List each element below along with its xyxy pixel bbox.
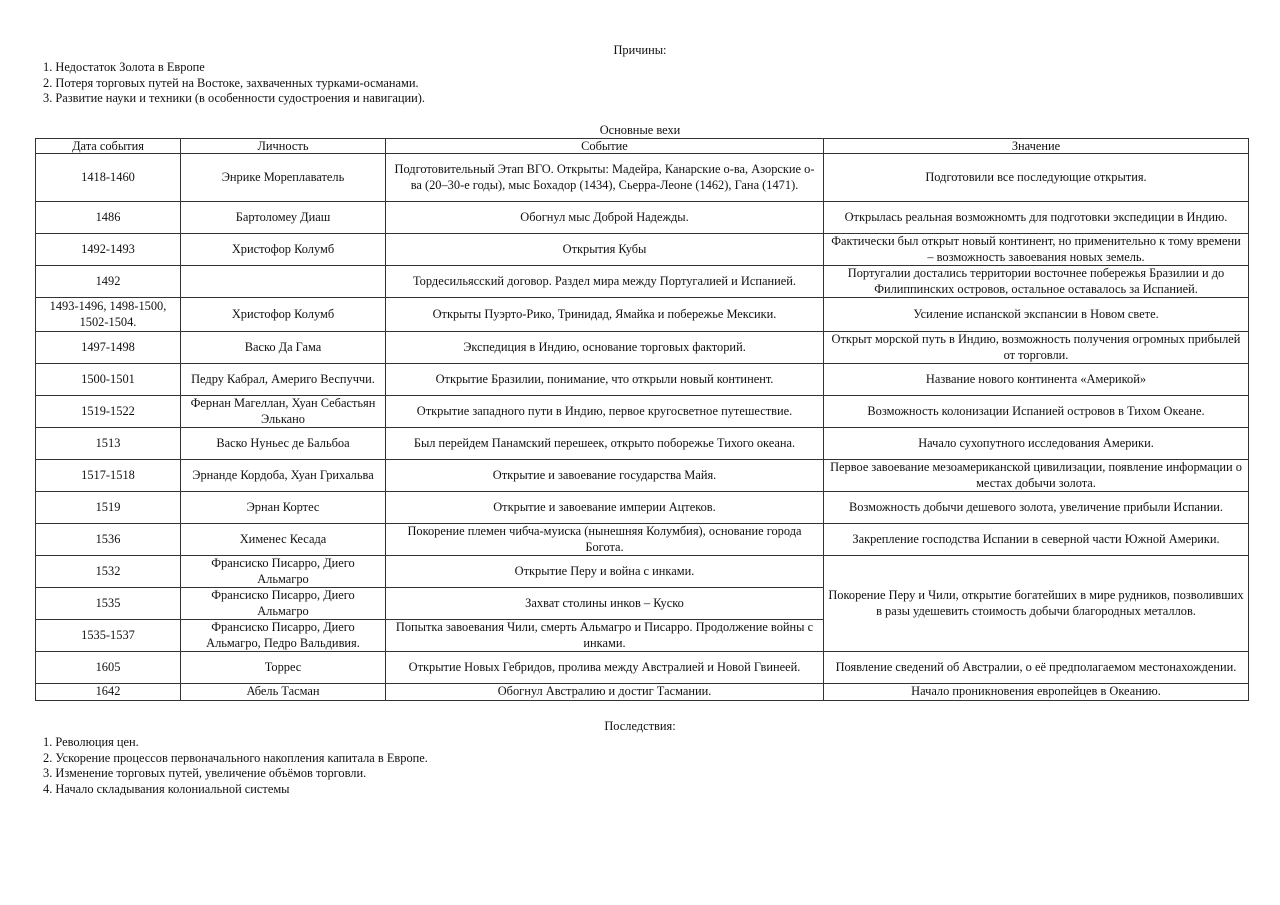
header-meaning: Значение <box>824 139 1249 154</box>
table-row <box>36 154 1249 202</box>
cell-date: 1535 <box>36 588 181 620</box>
cell-person: Педру Кабрал, Америго Веспуччи. <box>181 364 386 396</box>
cell-date: 1536 <box>36 524 181 556</box>
milestones-title: Основные вехи <box>599 123 681 137</box>
cell-person: Христофор Колумб <box>181 298 386 332</box>
table-row <box>36 684 1249 701</box>
cell-person: Франсиско Писарро, Диего Альмагро, Педро Вальдивия. <box>181 620 386 652</box>
cell-meaning: Начало проникновения европейцев в Океанию. <box>824 684 1249 701</box>
cell-meaning: Фактически был открыт новый континент, но применительно к тому времени – возможность завоевания новых земель. <box>824 234 1249 266</box>
cell-meaning-merged: Покорение Перу и Чили, открытие богатейших в мире рудников, позволивших в разы удешевить стоимость добычи благородных металлов. <box>824 556 1249 652</box>
cell-event: Был перейдем Панамский перешеек, открыто поборежье Тихого океана. <box>386 428 824 460</box>
table-row <box>36 556 1249 588</box>
cell-date: 1492-1493 <box>36 234 181 266</box>
consequences-title: Последствия: <box>604 719 676 733</box>
table-row <box>36 234 1249 266</box>
cell-event: Обогнул мыс Доброй Надежды. <box>386 202 824 234</box>
cell-meaning: Португалии достались территории восточнее побережья Бразилии и до Филиппинских островов, остальное оставалось за Испанией. <box>824 266 1249 298</box>
cell-date: 1497-1498 <box>36 332 181 364</box>
cell-person: Франсиско Писарро, Диего Альмагро <box>181 588 386 620</box>
cell-date: 1532 <box>36 556 181 588</box>
cell-event: Экспедиция в Индию, основание торговых факторий. <box>386 332 824 364</box>
cell-person: Франсиско Писарро, Диего Альмагро <box>181 556 386 588</box>
cell-event: Открытие и завоевание государства Майя. <box>386 460 824 492</box>
cell-meaning: Усиление испанской экспансии в Новом свете. <box>824 298 1249 332</box>
cell-date: 1500-1501 <box>36 364 181 396</box>
causes-item: 2. Потеря торговых путей на Востоке, захваченных турками-османами. <box>43 75 419 90</box>
cell-event: Открытие западного пути в Индию, первое кругосветное путешествие. <box>386 396 824 428</box>
table-header-row <box>36 139 1249 154</box>
cell-event: Открыты Пуэрто-Рико, Тринидад, Ямайка и побережье Мексики. <box>386 298 824 332</box>
cell-event: Открытие и завоевание империи Ацтеков. <box>386 492 824 524</box>
cell-event: Подготовительный Этап ВГО. Открыты: Мадейра, Канарские о-ва, Азорские о-ва (20–30-е годы), мыс Бохадор (1434), Сьерра-Леоне (1462), Гана (1471). <box>386 154 824 202</box>
cell-date: 1492 <box>36 266 181 298</box>
cell-meaning: Начало сухопутного исследования Америки. <box>824 428 1249 460</box>
consequences-item: 1. Революция цен. <box>43 735 139 749</box>
cell-event: Тордесильясский договор. Раздел мира между Португалией и Испанией. <box>386 266 824 298</box>
cell-person: Васко Нуньес де Бальбоа <box>181 428 386 460</box>
table-row <box>36 332 1249 364</box>
header-event: Событие <box>386 139 824 154</box>
cell-date: 1519-1522 <box>36 396 181 428</box>
cell-person: Торрес <box>181 652 386 684</box>
table-row <box>36 202 1249 234</box>
causes-item: 3. Развитие науки и техники (в особенности судостроения и навигации). <box>43 91 426 105</box>
causes-item: 1. Недостаток Золота в Европе <box>43 60 205 74</box>
cell-event: Покорение племен чибча-муиска (нынешняя Колумбия), основание города Богота. <box>386 524 824 556</box>
cell-meaning: Название нового континента «Америкой» <box>824 364 1249 396</box>
cell-event: Захват столины инков – Куско <box>386 588 824 620</box>
cell-event: Открытие Перу и война с инками. <box>386 556 824 588</box>
table-row <box>36 428 1249 460</box>
table-row <box>36 266 1249 298</box>
milestones-table <box>35 138 1249 701</box>
cell-date: 1642 <box>36 684 181 701</box>
cell-person: Фернан Магеллан, Хуан Себастьян Элькано <box>181 396 386 428</box>
header-date: Дата события <box>36 139 181 154</box>
cell-event: Попытка завоевания Чили, смерть Альмагро и Писарро. Продолжение войны с инками. <box>386 620 824 652</box>
table-row <box>36 364 1249 396</box>
cell-event: Открытие Новых Гебридов, пролива между Австралией и Новой Гвинеей. <box>386 652 824 684</box>
table-row <box>36 298 1249 332</box>
cell-date: 1605 <box>36 652 181 684</box>
cell-person: Эрнан Кортес <box>181 492 386 524</box>
cell-person: Энрике Мореплаватель <box>181 154 386 202</box>
consequences-item: 3. Изменение торговых путей, увеличение объёмов торговли. <box>43 766 367 780</box>
cell-date: 1513 <box>36 428 181 460</box>
consequences-list <box>43 735 428 797</box>
cell-person: Бартоломеу Диаш <box>181 202 386 234</box>
cell-event: Открытие Бразилии, понимание, что открыли новый континент. <box>386 364 824 396</box>
cell-date: 1519 <box>36 492 181 524</box>
cell-meaning: Подготовили все последующие открытия. <box>824 154 1249 202</box>
cell-date: 1418-1460 <box>36 154 181 202</box>
consequences-item: 4. Начало складывания колониальной системы <box>43 781 290 796</box>
cell-person: Васко Да Гама <box>181 332 386 364</box>
cell-meaning: Появление сведений об Австралии, о её предполагаемом местонахождении. <box>824 652 1249 684</box>
cell-event: Обогнул Австралию и достиг Тасмании. <box>386 684 824 701</box>
cell-meaning: Возможность колонизации Испанией островов в Тихом Океане. <box>824 396 1249 428</box>
consequences-item: 2. Ускорение процессов первоначального накопления капитала в Европе. <box>43 750 428 765</box>
cell-date: 1493-1496, 1498-1500, 1502-1504. <box>36 298 181 332</box>
cell-date: 1535-1537 <box>36 620 181 652</box>
header-person: Личность <box>181 139 386 154</box>
table-row <box>36 460 1249 492</box>
causes-title: Причины: <box>613 43 667 57</box>
table-row <box>36 524 1249 556</box>
cell-meaning: Открылась реальная возможномть для подготовки экспедиции в Индию. <box>824 202 1249 234</box>
cell-meaning: Открыт морской путь в Индию, возможность получения огромных прибылей от торговли. <box>824 332 1249 364</box>
cell-meaning: Закрепление господства Испании в северной части Южной Америки. <box>824 524 1249 556</box>
cell-person: Христофор Колумб <box>181 234 386 266</box>
cell-person: Абель Тасман <box>181 684 386 701</box>
cell-meaning: Возможность добычи дешевого золота, увеличение прибыли Испании. <box>824 492 1249 524</box>
table-row <box>36 396 1249 428</box>
table-row <box>36 492 1249 524</box>
cell-date: 1517-1518 <box>36 460 181 492</box>
cell-person: Хименес Кесада <box>181 524 386 556</box>
cell-person: Эрнанде Кордоба, Хуан Грихальва <box>181 460 386 492</box>
cell-event: Открытия Кубы <box>386 234 824 266</box>
cell-person <box>181 266 386 298</box>
cell-date: 1486 <box>36 202 181 234</box>
cell-meaning: Первое завоевание мезоамериканской цивилизации, появление информации о местах добычи золота. <box>824 460 1249 492</box>
causes-list <box>43 60 425 107</box>
table-row <box>36 652 1249 684</box>
